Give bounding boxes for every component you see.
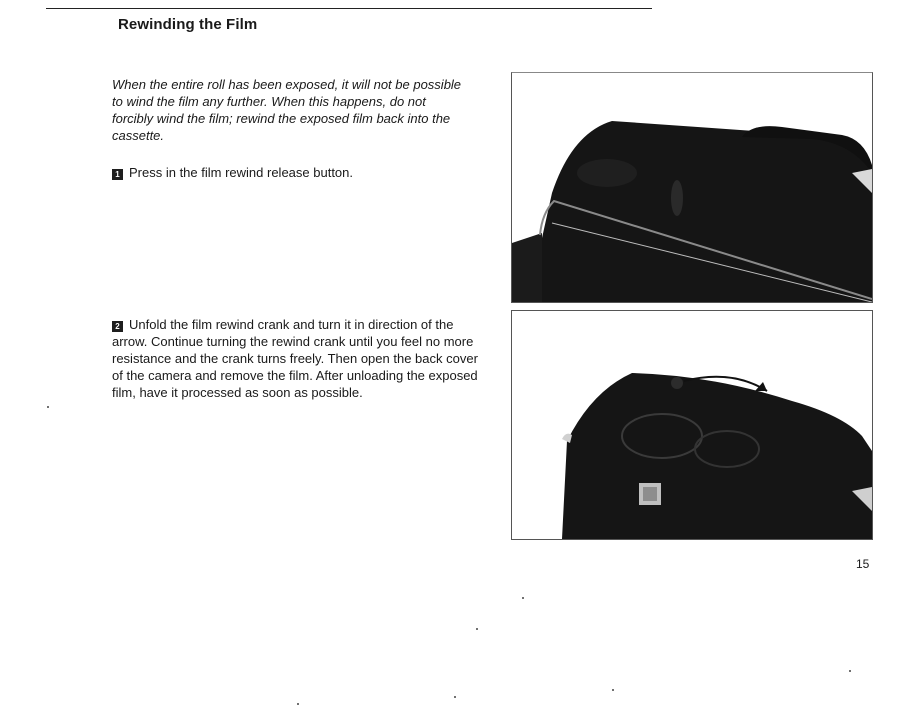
photo-rewind-crank (511, 310, 873, 540)
scan-speck (454, 696, 456, 698)
photo-rewind-release-button (511, 72, 873, 303)
camera-rewind-crank-illustration (512, 311, 872, 539)
step-2 (112, 316, 482, 401)
step-1 (112, 164, 462, 181)
scan-speck (47, 406, 49, 408)
step-text: Press in the film rewind release button. (129, 165, 353, 180)
scan-speck (297, 703, 299, 705)
scan-speck (612, 689, 614, 691)
header-rule (46, 8, 652, 9)
step-text: Unfold the film rewind crank and turn it in direction of the arrow. Continue turning the rewind crank until you feel no more resistance and the crank turns freely. Then open the back cover of the camera and remove the film. After unloading the exposed film, have it processed as soon as possible. (112, 317, 478, 400)
step-number-badge: 1 (112, 169, 123, 180)
camera-top-illustration (512, 73, 872, 302)
page-title: Rewinding the Film (118, 16, 258, 33)
scan-speck (522, 597, 524, 599)
scan-speck (476, 628, 478, 630)
page-number: 15 (856, 557, 870, 571)
step-number-badge: 2 (112, 321, 123, 332)
scan-speck (849, 670, 851, 672)
intro-paragraph: When the entire roll has been exposed, it will not be possible to wind the film any further. When this happens, do not forcibly wind the film; rewind the exposed film back into the cassette. (112, 77, 462, 143)
